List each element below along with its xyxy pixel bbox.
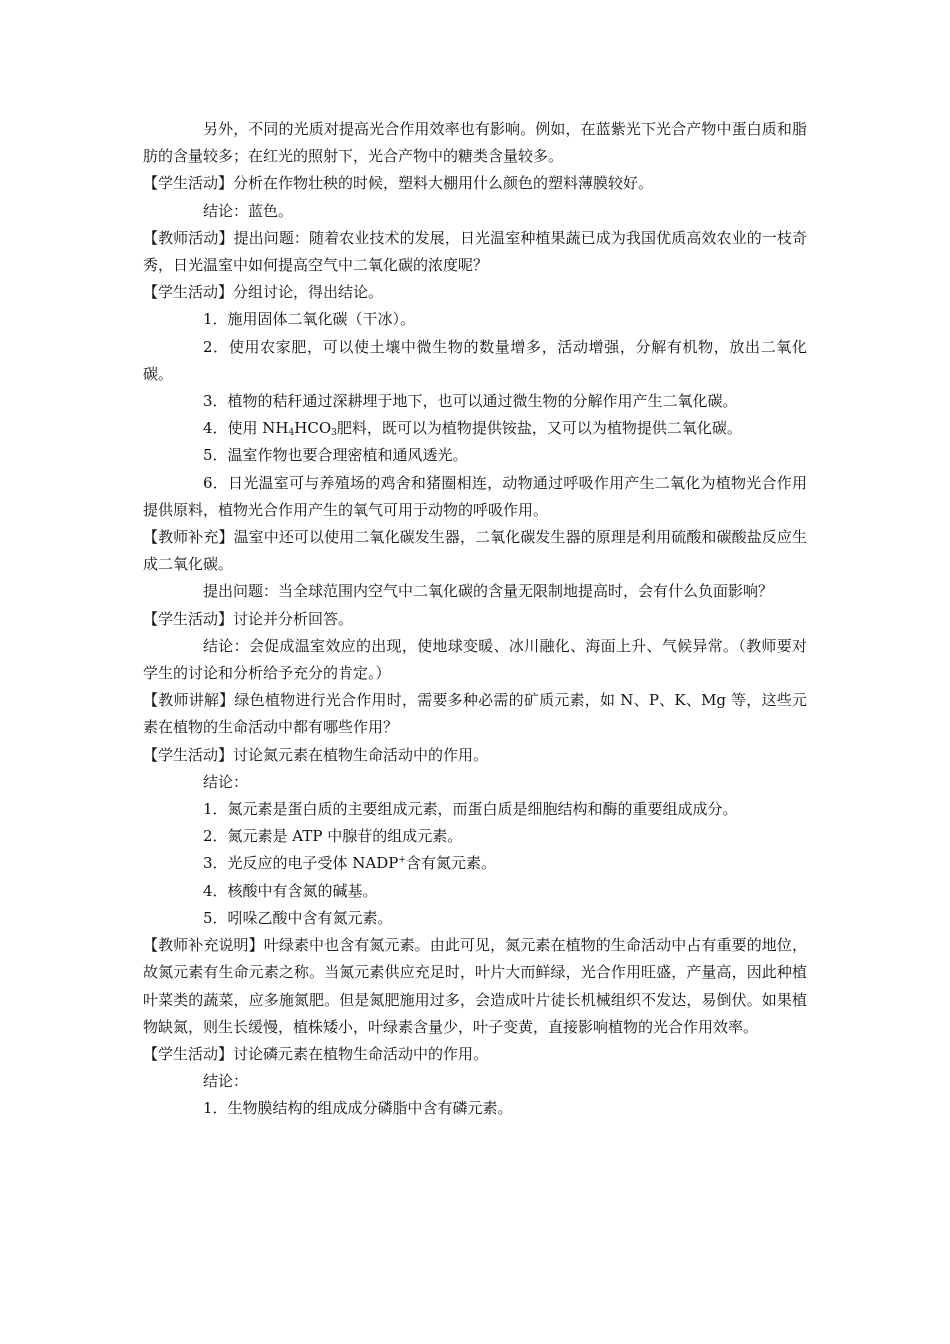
list-item: 4．核酸中有含氮的碱基。 [203, 881, 378, 900]
section-tag: 【教师补充】 [143, 528, 234, 547]
paragraph-light-quality: 另外，不同的光质对提高光合作用效率也有影响。例如，在蓝紫光下光合产物中蛋白质和脂肪的含量较多；在红光的照射下，光合产物中的糖类含量较多。 [143, 120, 807, 166]
section-tag: 【学生活动】 [143, 609, 234, 628]
list-item: 1．施用固体二氧化碳（干冰）。 [203, 310, 416, 329]
section-tag: 【教师讲解】 [143, 691, 235, 710]
list-item: 6．日光温室可与养殖场的鸡舍和猪圈相连，动物通过呼吸作用产生二氧化为植物光合作用提供原料，植物光合作用产生的氧气可用于动物的呼吸作用。 [143, 473, 807, 519]
subscript: 4 [288, 428, 295, 439]
superscript: + [398, 855, 406, 866]
conclusion-label: 结论： [203, 1072, 249, 1091]
paragraph-text: 绿色植物进行光合作用时，需要多种必需的矿质元素，如 N、P、K、Mg 等，这些元素在植物的生命活动中都有哪些作用？ [143, 691, 807, 737]
list-item: 2．使用农家肥，可以使土壤中微生物的数量增多，活动增强，分解有机物，放出二氧化碳。 [143, 337, 807, 383]
document-body [143, 116, 807, 1123]
student-activity-nitrogen [143, 742, 807, 769]
list-item-nh4hco3 [143, 415, 807, 442]
section-tag: 【教师补充说明】 [143, 936, 264, 955]
subscript: 3 [331, 428, 337, 439]
list-item-text: 肥料，既可以为植物提供铵盐，又可以为植物提供二氧化碳。 [336, 419, 742, 438]
conclusion-label: 结论： [203, 772, 249, 791]
paragraph-text: 讨论磷元素在植物生命活动中的作用。 [233, 1044, 489, 1063]
list-item-text: 4．使用 NH [203, 419, 289, 438]
paragraph-text: 提出问题：随着农业技术的发展，日光温室种植果蔬已成为我国优质高效农业的一枝奇秀，日光温室中如何提高空气中二氧化碳的浓度呢？ [143, 228, 807, 275]
section-tag: 【学生活动】 [143, 1044, 234, 1063]
section-tag: 【学生活动】 [143, 283, 234, 302]
list-item: 1．氮元素是蛋白质的主要组成元素，而蛋白质是细胞结构和酶的重要组成成分。 [203, 800, 738, 819]
paragraph-text: 分组讨论，得出结论。 [233, 283, 384, 302]
question-global-co2: 提出问题：当全球范围内空气中二氧化碳的含量无限制地提高时，会有什么负面影响？ [203, 582, 774, 601]
student-activity-discuss [143, 606, 807, 633]
teacher-explanation-minerals [143, 687, 807, 741]
list-item: 1．生物膜结构的组成成分磷脂中含有磷元素。 [203, 1099, 513, 1118]
section-tag: 【学生活动】 [143, 745, 234, 764]
list-item-text: 含有氮元素。 [405, 854, 496, 873]
paragraph-text: 温室中还可以使用二氧化碳发生器，二氧化碳发生器的原理是利用硫酸和碳酸盐反应生成二氧化碳。 [143, 528, 807, 574]
teacher-supplement-co2-generator [143, 524, 807, 578]
paragraph-text: 讨论并分析回答。 [233, 609, 354, 628]
conclusion-greenhouse-effect: 结论：会促成温室效应的出现，使地球变暖、冰川融化、海面上升、气候异常。（教师要对学生的讨论和分析给予充分的肯定。） [143, 636, 807, 683]
section-tag: 【教师活动】 [143, 228, 234, 247]
teacher-supplement-chlorophyll [143, 932, 807, 1041]
student-activity-group-discussion [143, 279, 807, 306]
list-item: 3．植物的秸秆通过深耕埋于地下，也可以通过微生物的分解作用产生二氧化碳。 [203, 392, 738, 411]
paragraph-text: 讨论氮元素在植物生命活动中的作用。 [233, 745, 489, 764]
teacher-activity-co2-question [143, 225, 807, 279]
list-item-text: HCO [294, 419, 332, 438]
list-item: 5．吲哚乙酸中含有氮元素。 [203, 908, 393, 927]
student-activity-phosphorus [143, 1041, 807, 1068]
conclusion-blue: 结论：蓝色。 [203, 201, 294, 220]
student-activity-film-color [143, 170, 807, 197]
paragraph-text: 叶绿素中也含有氮元素。由此可见，氮元素在植物的生命活动中占有重要的地位，故氮元素有生命元素之称。当氮元素供应充足时，叶片大而鲜绿，光合作用旺盛，产量高，因此种植叶菜类的蔬菜，应多施氮肥。但是氮肥施用过多，会造成叶片徒长机械组织不发达，易倒伏。如果植物缺氮，则生长缓慢，植株矮小，叶绿素含量少，叶子变黄，直接影响植物的光合作用效率。 [143, 936, 807, 1036]
list-item-nadp [143, 850, 807, 877]
section-tag: 【学生活动】 [143, 174, 234, 193]
list-item: 2．氮元素是 ATP 中腺苷的组成元素。 [203, 827, 463, 846]
list-item-text: 3．光反应的电子受体 NADP [203, 854, 399, 873]
paragraph-text: 分析在作物壮秧的时候，塑料大棚用什么颜色的塑料薄膜较好。 [233, 174, 654, 193]
list-item: 5．温室作物也要合理密植和通风透光。 [203, 446, 468, 465]
